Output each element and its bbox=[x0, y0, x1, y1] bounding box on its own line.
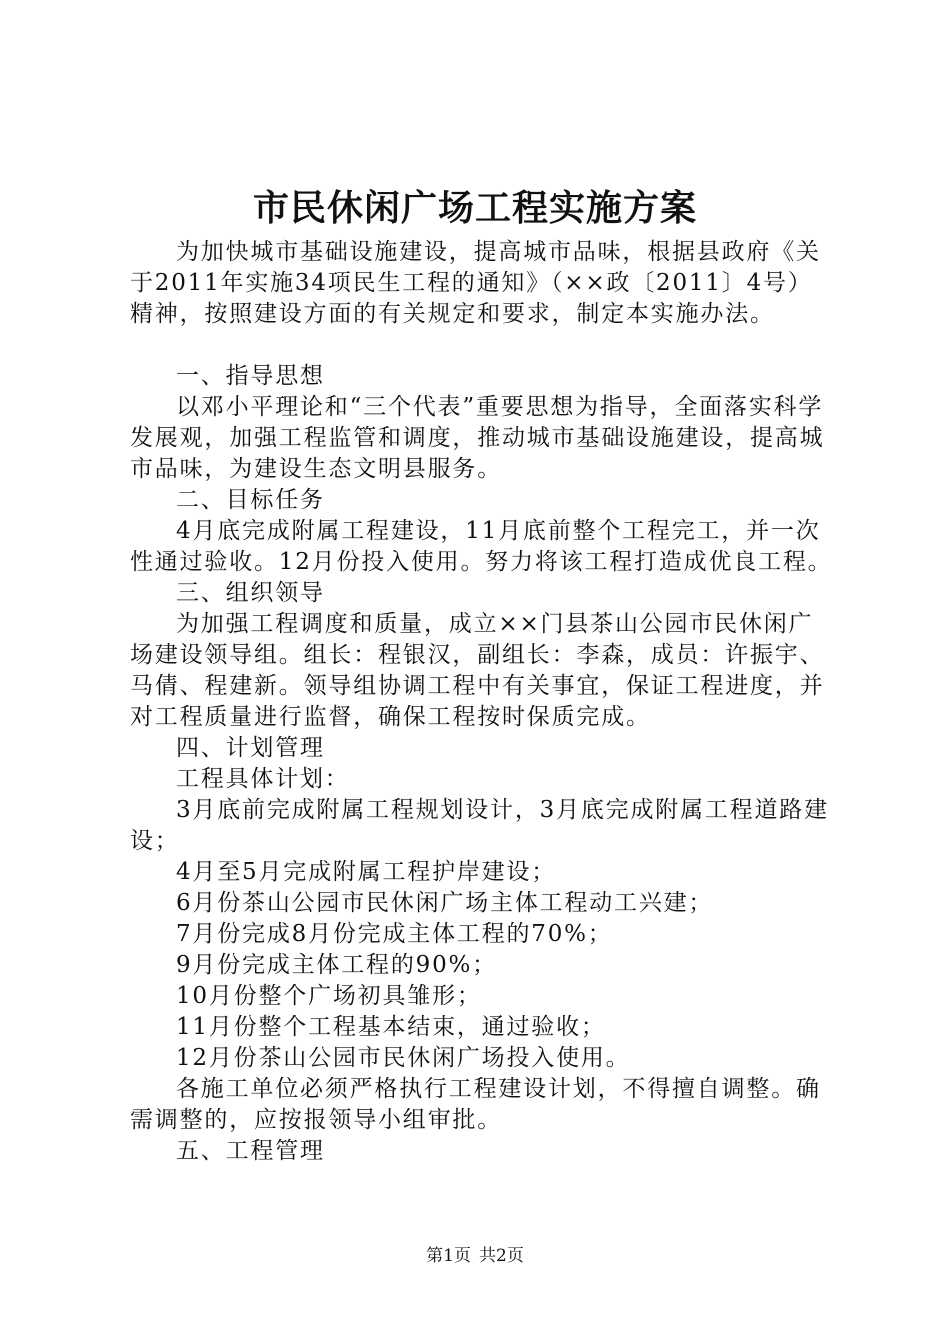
paragraph-plan-adjustment: 各施工单位必须严格执行工程建设计划，不得擅自调整。确需调整的，应按报领导小组审批。 bbox=[130, 1076, 821, 1133]
blank-line bbox=[130, 330, 835, 361]
section-heading-goals: 二、目标任务 bbox=[176, 487, 325, 513]
paragraph-leadership: 为加强工程调度和质量，成立××门县茶山公园市民休闲广场建设领导组。组长：程银汉，副组长：李森，成员：许振宇、马倩、程建新。领导组协调工程中有关事宜，保证工程进度，并对工程质量进行监督，确保工程按时保质完成。 bbox=[130, 611, 825, 730]
plan-item: 6月份茶山公园市民休闲广场主体工程动工兴建； bbox=[176, 890, 714, 916]
section-heading-guiding-ideology: 一、指导思想 bbox=[176, 363, 325, 389]
plan-intro: 工程具体计划： bbox=[176, 766, 350, 792]
intro-paragraph: 为加快城市基础设施建设，提高城市品味，根据县政府《关于2011年实施34项民生工程的通知》（××政〔2011〕4号）精神，按照建设方面的有关规定和要求，制定本实施办法。 bbox=[130, 239, 821, 327]
page-number: 第1页 bbox=[426, 1246, 471, 1266]
plan-item: 10月份整个广场初具雏形； bbox=[176, 983, 482, 1009]
plan-item: 12月份茶山公园市民休闲广场投入使用。 bbox=[176, 1045, 631, 1071]
paragraph-guiding-ideology: 以邓小平理论和“三个代表”重要思想为指导，全面落实科学发展观，加强工程监管和调度，推动城市基础设施建设，提高城市品味，为建设生态文明县服务。 bbox=[130, 394, 825, 482]
paragraph-goals: 4月底完成附属工程建设，11月底前整个工程完工，并一次性通过验收。12月份投入使用。努力将该工程打造成优良工程。 bbox=[130, 518, 833, 575]
plan-item: 11月份整个工程基本结束，通过验收； bbox=[176, 1014, 606, 1040]
plan-item: 7月份完成8月份完成主体工程的70%； bbox=[176, 921, 613, 947]
page-footer bbox=[0, 1244, 950, 1268]
plan-item: 3月底前完成附属工程规划设计，3月底完成附属工程道路建设； bbox=[130, 797, 829, 854]
section-heading-project-management: 五、工程管理 bbox=[176, 1138, 325, 1164]
document-body bbox=[130, 237, 835, 1167]
section-heading-leadership: 三、组织领导 bbox=[176, 580, 325, 606]
section-heading-plan-management: 四、计划管理 bbox=[176, 735, 325, 761]
page-total: 共2页 bbox=[479, 1246, 524, 1266]
document-title: 市民休闲广场工程实施方案 bbox=[252, 187, 697, 229]
plan-item: 4月至5月完成附属工程护岸建设； bbox=[176, 859, 557, 885]
plan-item: 9月份完成主体工程的90%； bbox=[176, 952, 497, 978]
